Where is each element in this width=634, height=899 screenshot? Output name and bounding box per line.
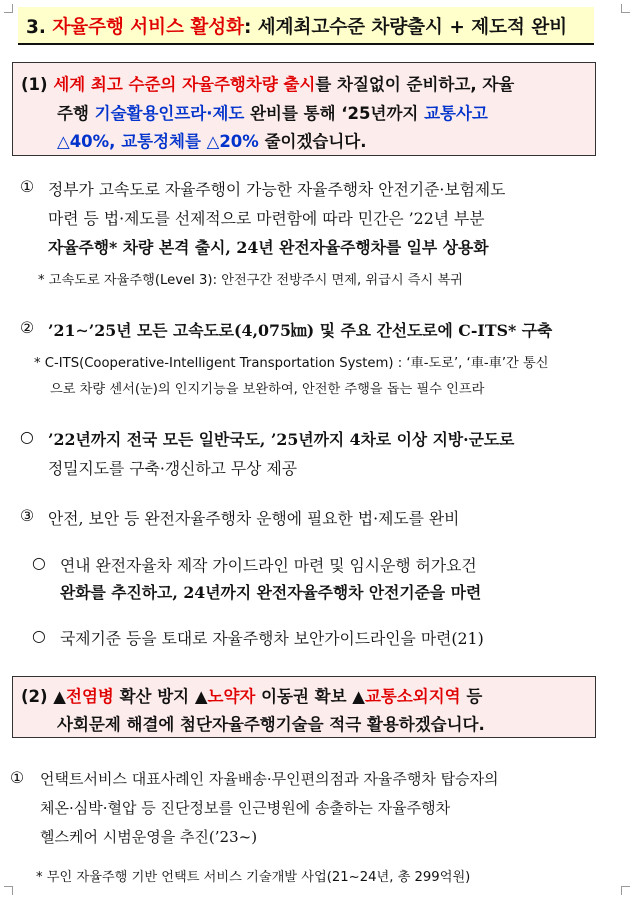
item-3-sub-1-line-2: 완화를 추진하고, 24년까지 완전자율주행차 안전기준을 마련 — [60, 583, 482, 602]
item-2b-line-2: 정밀지도를 구축·갱신하고 무상 제공 — [48, 459, 297, 478]
page-corner-mark — [4, 886, 13, 895]
summary-box-1 — [12, 62, 596, 156]
item-1-line-1: 정부가 고속도로 자율주행이 가능한 자율주행차 안전기준·보험제도 — [48, 180, 506, 199]
item-4-footnote: * 무인 자율주행 기반 언택트 서비스 기술개발 사업(21~24년, 총 299억원) — [36, 870, 471, 885]
page-corner-mark — [4, 4, 13, 13]
item-3-marker: ③ — [20, 506, 35, 525]
page-corner-mark — [621, 886, 630, 895]
item-3-sub-1-line-1: 연내 완전자율차 제작 가이드라인 마련 및 임시운행 허가요건 — [60, 556, 477, 575]
item-1-footnote: * 고속도로 자율주행(Level 3): 안전구간 전방주시 면제, 위급시 즉시 복귀 — [38, 273, 463, 288]
summary-box-1-line-3: △40%, 교통정체를 △20% 줄이겠습니다. — [57, 132, 367, 151]
item-3-sub-1-marker: ○ — [32, 553, 46, 572]
item-1-marker: ① — [20, 177, 35, 196]
item-1-line-2: 마련 등 법·제도를 선제적으로 마련함에 따라 민간은 ’22년 부분 — [48, 209, 485, 228]
item-4-line-2: 체온·심박·혈압 등 진단정보를 인근병원에 송출하는 자율주행차 — [40, 799, 451, 817]
item-4-line-1: 언택트서비스 대표사례인 자율배송·무인편의점과 자율주행차 탑승자의 — [40, 770, 499, 788]
section-title-highlight: 자율주행 서비스 활성화 — [52, 17, 244, 38]
summary-box-2-line-1: (2) ▲전염병 확산 방지 ▲노약자 이동권 확보 ▲교통소외지역 등 — [21, 687, 483, 706]
item-3-line-1: 안전, 보안 등 완전자율주행차 운행에 필요한 법·제도를 완비 — [48, 509, 460, 528]
section-title — [18, 7, 594, 45]
item-4-line-3: 헬스케어 시범운영을 추진(’23~) — [40, 828, 258, 846]
item-2b-line-1: ’22년까지 전국 모든 일반국도, ’25년까지 4차로 이상 지방·군도로 — [48, 430, 515, 449]
item-2-line-1: ’21∼’25년 모든 고속도로(4,075㎞) 및 주요 간선도로에 C-ITS* 구축 — [48, 321, 553, 340]
item-3-sub-2-line-1: 국제기준 등을 토대로 자율주행차 보안가이드라인을 마련(21) — [60, 629, 484, 648]
section-title-rest: : 세계최고수준 차량출시 + 제도적 완비 — [243, 17, 568, 38]
item-1-line-3: 자율주행* 차량 본격 출시, 24년 완전자율주행차를 일부 상용화 — [48, 238, 489, 257]
item-2-footnote-2: 으로 차량 센서(눈)의 인지기능을 보완하여, 안전한 주행을 돕는 필수 인프라 — [50, 382, 485, 397]
summary-box-2-line-2: 사회문제 해결에 첨단자율주행기술을 적극 활용하겠습니다. — [57, 715, 485, 734]
summary-box-2 — [12, 676, 596, 738]
item-2b-marker: ○ — [20, 427, 34, 446]
item-3-sub-2-marker: ○ — [32, 626, 46, 645]
item-2-marker: ② — [20, 318, 35, 337]
page-corner-mark — [621, 4, 630, 13]
item-4-marker: ① — [10, 768, 25, 787]
item-2-footnote-1: * C-ITS(Cooperative-Intelligent Transportation System) : ‘車-도로’, ‘車-車’간 통신 — [34, 356, 549, 371]
summary-box-1-line-1: (1) 세계 최고 수준의 자율주행차량 출시를 차질없이 준비하고, 자율 — [21, 75, 515, 94]
section-number: 3. — [26, 17, 53, 38]
summary-box-1-line-2: 주행 기술활용인프라·제도 완비를 통해 ‘25년까지 교통사고 — [57, 104, 488, 123]
